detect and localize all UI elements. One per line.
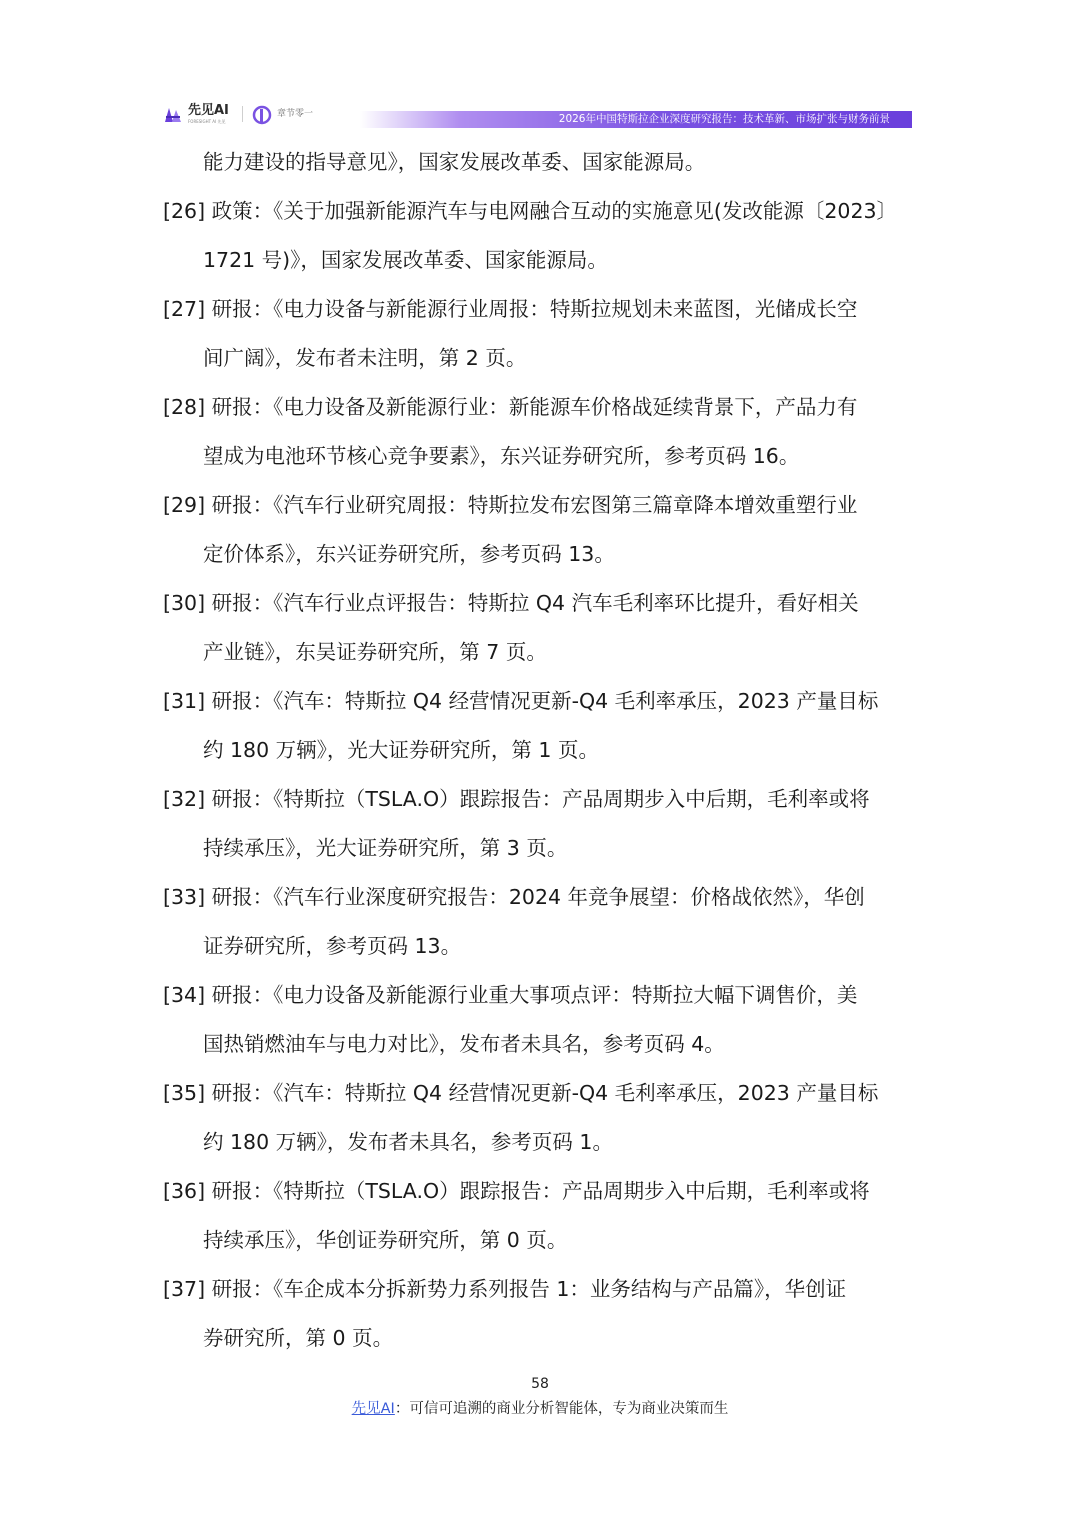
report-title: 2026年中国特斯拉企业深度研究报告：技术革新、市场扩张与财务前景 [558,113,890,125]
logo-text: 先见AI [188,103,229,118]
footer-tagline: ：可信可追溯的商业分析智能体，专为商业决策而生 [394,1401,729,1417]
reference-item [163,785,870,813]
reference-item [163,981,857,1009]
reference-number: [26] [163,199,206,223]
footer-brand-link[interactable]: 先见AI [351,1401,395,1417]
reference-number: [27] [163,297,206,321]
reference-text: 研报：《电力设备与新能源行业周报：特斯拉规划未来蓝图，光储成长空 [211,297,858,321]
partner-logo-text: 章节零一 [277,109,314,119]
reference-item [163,1177,870,1205]
reference-text: 政策：《关于加强新能源汽车与电网融合互动的实施意见(发改能源〔2023〕 [211,199,898,223]
reference-item [163,295,857,323]
reference-text-continued: 产业链》，东吴证券研究所，第 7 页。 [203,640,547,664]
reference-item [163,1079,878,1107]
reference-text: 研报：《汽车：特斯拉 Q4 经营情况更新-Q4 毛利率承压，2023 产量目标 [211,689,879,713]
reference-item [163,491,857,519]
reference-item [163,393,857,421]
reference-text-continued: 持续承压》，华创证券研究所，第 0 页。 [203,1228,568,1252]
reference-text-continued: 约 180 万辆》，发布者未具名，参考页码 1。 [203,1130,613,1154]
page-header [160,100,912,130]
reference-item [163,197,897,225]
reference-item [163,687,878,715]
reference-text: 研报：《特斯拉（TSLA.O）跟踪报告：产品周期步入中后期，毛利率或将 [211,787,870,811]
reference-text-continued: 1721 号)》，国家发展改革委、国家能源局。 [203,248,608,272]
foresight-logo-icon [162,104,184,126]
logo-subtitle: FORESIGHT AI 先见 [188,119,226,124]
reference-text-continued: 定价体系》，东兴证券研究所，参考页码 13。 [203,542,615,566]
reference-text-continued: 持续承压》，光大证券研究所，第 3 页。 [203,836,568,860]
reference-number: [29] [163,493,206,517]
partner-logo-icon [251,104,273,126]
reference-text: 研报：《汽车行业点评报告：特斯拉 Q4 汽车毛利率环比提升，看好相关 [211,591,859,615]
reference-text: 研报：《电力设备及新能源行业：新能源车价格战延续背景下，产品力有 [211,395,858,419]
reference-text-continued: 券研究所，第 0 页。 [203,1326,394,1350]
reference-number: [35] [163,1081,206,1105]
reference-number: [31] [163,689,206,713]
reference-number: [33] [163,885,206,909]
page-footer [0,1399,1080,1419]
reference-text-continued: 约 180 万辆》，光大证券研究所，第 1 页。 [203,738,599,762]
reference-text-continued: 望成为电池环节核心竞争要素》，东兴证券研究所，参考页码 16。 [203,444,800,468]
header-banner [360,111,912,128]
reference-number: [32] [163,787,206,811]
reference-text: 研报：《汽车：特斯拉 Q4 经营情况更新-Q4 毛利率承压，2023 产量目标 [211,1081,879,1105]
reference-text: 研报：《特斯拉（TSLA.O）跟踪报告：产品周期步入中后期，毛利率或将 [211,1179,870,1203]
reference-text-continued: 证券研究所，参考页码 13。 [203,934,462,958]
reference-number: [37] [163,1277,206,1301]
reference-number: [34] [163,983,206,1007]
reference-number: [36] [163,1179,206,1203]
reference-text: 研报：《汽车行业深度研究报告：2024 年竞争展望：价格战依然》，华创 [211,885,865,909]
reference-item [163,1275,846,1303]
reference-text: 研报：《电力设备及新能源行业重大事项点评：特斯拉大幅下调售价，美 [211,983,858,1007]
reference-text: 研报：《汽车行业研究周报：特斯拉发布宏图第三篇章降本增效重塑行业 [211,493,858,517]
header-divider [242,106,243,122]
reference-text-continued: 国热销燃油车与电力对比》，发布者未具名，参考页码 4。 [203,1032,725,1056]
reference-item [163,883,865,911]
reference-number: [28] [163,395,206,419]
page-number: 58 [531,1376,549,1392]
reference-number: [30] [163,591,206,615]
reference-text-continued: 间广阔》，发布者未注明，第 2 页。 [203,346,527,370]
reference-item [163,589,859,617]
reference-continuation: 能力建设的指导意见》，国家发展改革委、国家能源局。 [203,150,706,174]
reference-text: 研报：《车企成本分拆新势力系列报告 1：业务结构与产品篇》，华创证 [211,1277,847,1301]
